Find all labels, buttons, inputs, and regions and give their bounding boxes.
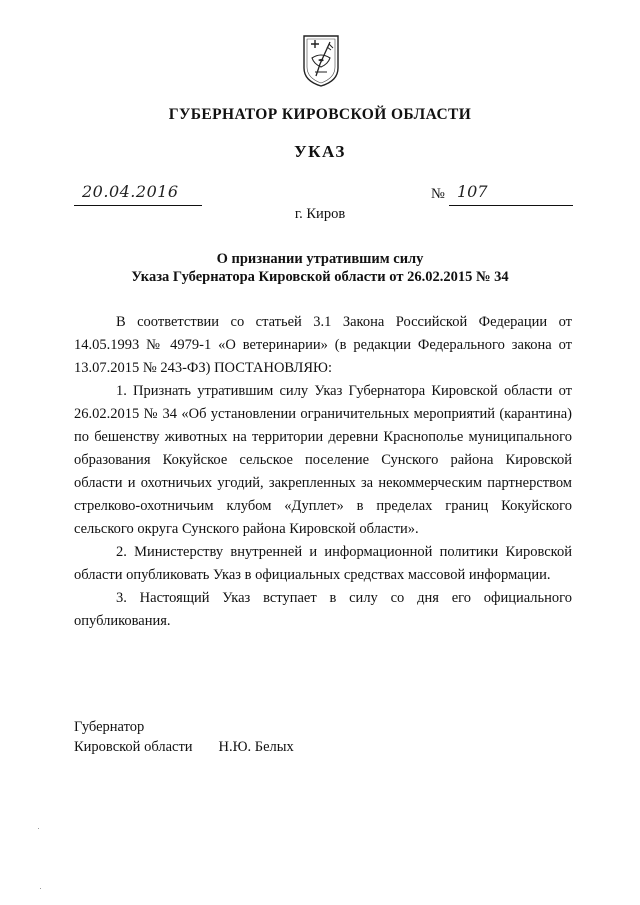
scan-speck [40,888,41,889]
paragraph-item-2: 2. Министерству внутренней и информационной политики Кировской области опубликовать Указ в официальных средствах массовой информации. [74,544,572,583]
signatory-name: Н.Ю. Белых [218,739,294,755]
number-field [449,184,573,206]
number-label: № [431,186,445,202]
paragraph-item-3: 3. Настоящий Указ вступает в силу со дня его официального опубликования. [74,590,572,629]
document-title-line-2: Указа Губернатора Кировской области от 26.02.2015 № 34 [131,269,509,285]
signatory-region: Кировской области [74,739,193,755]
paragraph-item-1: 1. Признать утратившим силу Указ Губернатора Кировской области от 26.02.2015 № 34 «Об установлении ограничительных мероприятий (карантина) по бешенству животных на территории деревни Краснополье муниципального образования Кокуйское сельское поселение Сунского района Кировской области и охотничьих угодий, закрепленных за некоммерческим партнерством стрелково-охотничьим клубом «Дуплет» в пределах границ Кокуйского сельского округа Сунского района Кировской области». [74,383,572,537]
document-type: УКАЗ [294,142,346,161]
coat-of-arms-emblem [302,34,340,88]
document-number: 107 [457,182,488,201]
signatory-region-line [74,737,294,757]
city: г. Киров [294,206,346,222]
date-field [74,184,202,206]
document-title-line-1: О признании утратившим силу [216,251,424,267]
paragraph-preamble: В соответствии со статьей 3.1 Закона Российской Федерации от 14.05.1993 № 4979-1 «О ветеринарии» (в редакции Федерального закона от 13.07.2015 № 243-ФЗ) ПОСТАНОВЛЯЮ: [74,314,572,376]
document-date: 20.04.2016 [82,182,179,201]
signatory-position: Губернатор [74,719,145,735]
document-body [74,311,572,633]
scan-speck [38,828,39,829]
issuing-authority: ГУБЕРНАТОР КИРОВСКОЙ ОБЛАСТИ [168,106,472,123]
signature-block [74,717,294,757]
